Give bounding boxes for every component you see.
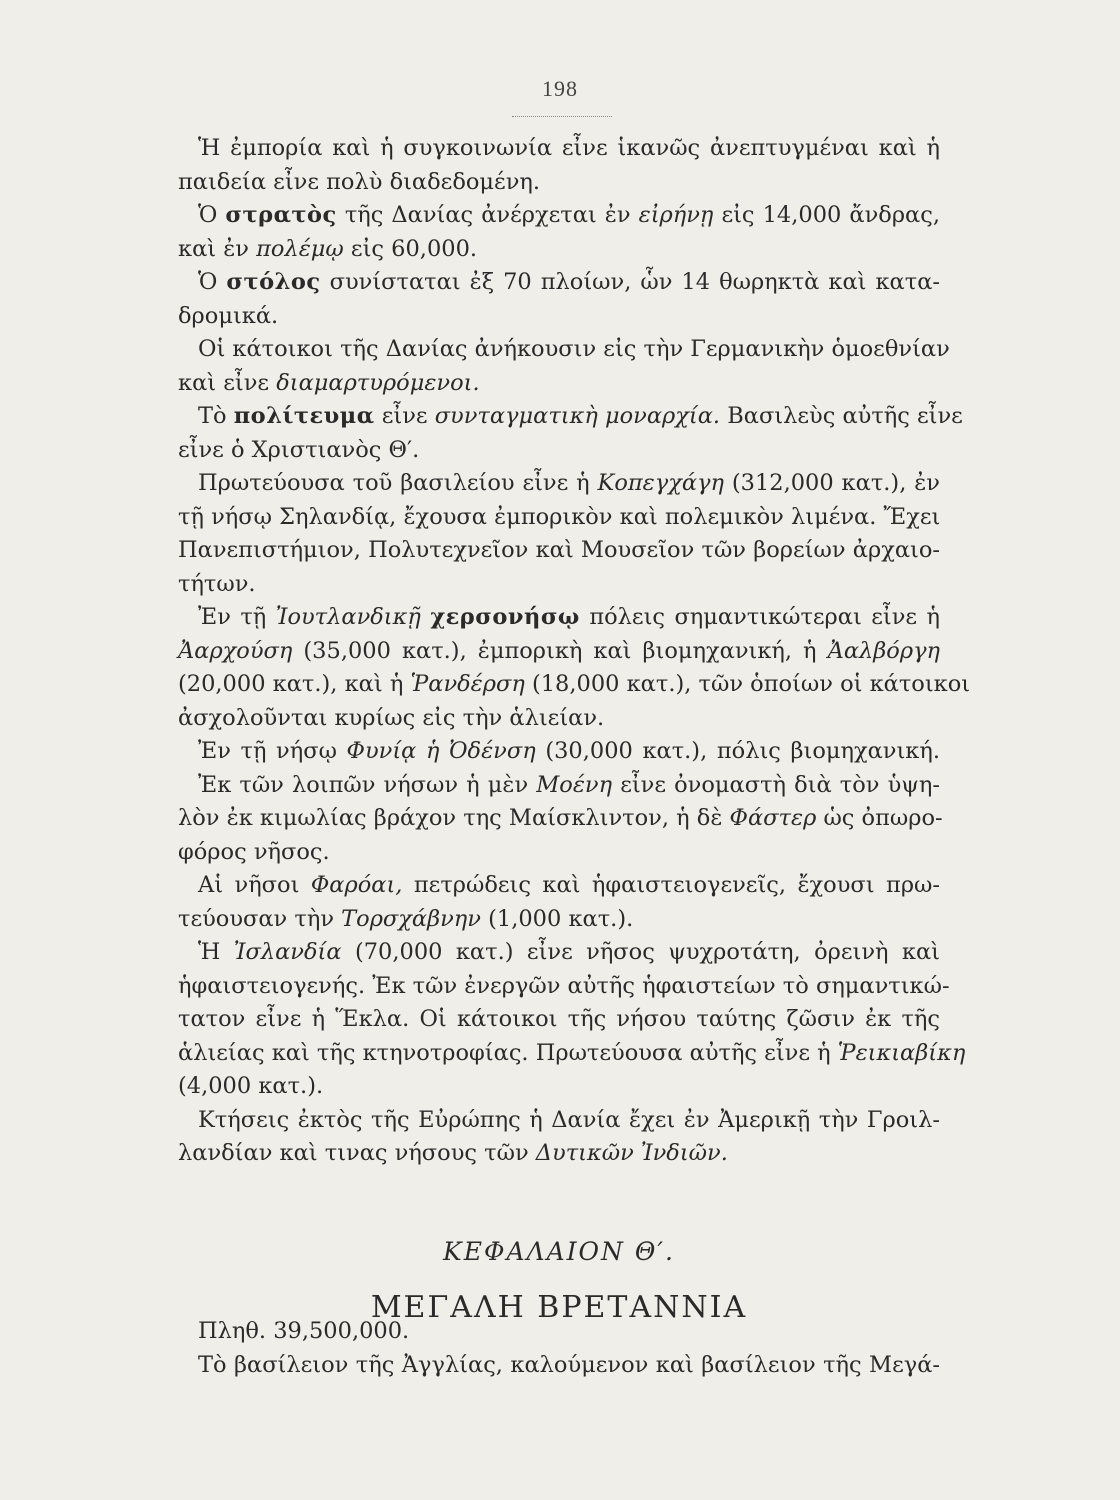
text-segment: (312,000 κατ.), ἐν [723,470,940,496]
text-segment: Αἱ νῆσοι [198,872,311,898]
text-line [178,1003,940,1037]
text-line [178,568,940,602]
text-line [178,467,940,501]
italic-term: Ἰουτλανδικῇ [275,604,421,630]
text-line [178,936,940,970]
text-segment: Ἐν τῇ νήσῳ [198,738,347,764]
text-line [178,836,940,870]
italic-term: Φάστερ [729,805,817,831]
country-title: ΜΕΓΑΛΗ ΒΡΕΤΑΝΝΙΑ [370,1290,748,1325]
text-segment: Ὁ [198,269,227,295]
text-segment: πετρώδεις καὶ ἡφαιστειογενεῖς, ἔχουσι πρω- [402,872,940,898]
text-segment: τῆς Δανίας ἀνέρχεται ἐν [336,202,639,228]
text-segment: καὶ ἡ συγκοινωνία εἶνε ἱκανῶς ἀνεπτυγμέναι καὶ ἡ [332,135,940,161]
header-rule [512,116,612,117]
text-line [178,970,950,1004]
text-line [178,199,940,233]
italic-term: Ἀαλβόργη [827,637,940,664]
text-line [178,367,940,401]
text-line [178,1104,940,1138]
text-segment: λὸν ἐκ κιμωλίας βράχον της Μαίσκλιντον, ἡ δὲ [178,805,730,831]
text-segment: εἶνε ὀνομαστὴ διὰ τὸν ὑψη- [612,771,940,798]
text-line [178,266,940,300]
italic-term: Ἰσλανδία [233,939,342,965]
text-segment: δρομικά. [178,302,279,329]
bold-term: χερσονήσῳ [430,604,580,630]
text-segment: πόλεις σημαντικώτεραι εἶνε ἡ [579,604,941,630]
text-segment: εἶνε [374,403,435,429]
text-segment: τήτων. [178,570,256,597]
italic-term: Ῥεικιαβίκη [837,1039,966,1066]
italic-term: πολέμῳ [256,235,344,262]
text-segment: Πανεπιστήμιον, Πολυτεχνεῖον καὶ Μουσεῖον τῶν βορείων ἀρχαιο- [178,537,940,563]
bold-term: στρατὸς [225,202,337,228]
text-line [178,1037,966,1071]
text-line [178,434,940,468]
text-segment: εἰς 14,000 ἄνδρας, [713,202,940,228]
text-segment: καὶ ἐν [178,235,257,262]
text-line [178,702,940,736]
text-line [178,501,940,535]
text-segment: (35,000 κατ.), ἐμπορικὴ καὶ βιομηχανική, ἡ [292,637,828,664]
text-segment: Τὸ [198,403,234,429]
text-segment: Ἐκ τῶν λοιπῶν νήσων ἡ μὲν [198,771,537,798]
text-line [178,534,940,568]
italic-term: Τορσχάβνην [341,905,481,932]
text-line [178,601,940,635]
text-segment: Τὸ βασίλειον τῆς Ἀγγλίας, καλούμενον καὶ βασίλειον τῆς Μεγά- [198,1351,940,1378]
italic-term: Ῥανδέρση [410,671,525,697]
text-line [178,400,963,434]
text-line [178,1070,940,1104]
text-line [178,132,940,166]
text-segment: ἀσχολοῦνται κυρίως εἰς τὴν ἁλιείαν. [178,704,605,731]
bold-term: στόλος [226,269,321,295]
text-line [178,166,940,200]
text-segment: Πρωτεύουσα τοῦ βασιλείου εἶνε ἡ [198,470,598,496]
text-segment: παιδεία εἶνε πολὺ διαδεδομένη. [178,168,541,195]
italic-term: εἰρήνῃ [638,202,714,228]
text-segment: καὶ εἶνε [178,369,277,396]
text-segment: Πληθ. 39,500,000. [198,1318,410,1344]
text-segment: Οἱ κάτοικοι τῆς Δανίας ἀνήκουσιν εἰς τὴν Γερμανικὴν ὁμοεθνίαν [198,336,950,362]
text-line [178,903,940,937]
text-segment: ἁλιείας καὶ τῆς κτηνοτροφίας. Πρωτεύουσα αὐτῆς εἶνε ἡ [178,1039,838,1066]
italic-term: Μοένη [536,771,613,798]
text-segment: Βασιλεὺς αὐτῆς εἶνε [720,403,963,429]
text-segment: Ἡ [198,939,234,965]
text-segment: (18,000 κατ.), τῶν ὁποίων οἱ κάτοικοι [524,671,971,697]
text-segment: Ἡ ἐμπορία [198,135,333,161]
text-line [178,1137,940,1171]
text-segment: συνίσταται ἐξ 70 πλοίων, ὧν 14 θωρηκτὰ καὶ κατα- [320,269,940,295]
text-line [178,233,940,267]
text-line [178,735,940,769]
tail-text [178,1315,940,1382]
text-line [178,668,971,702]
text-line [178,769,940,803]
text-segment: Ὁ [198,202,226,228]
text-segment: ὡς ὀπωρο- [816,805,943,831]
page-number: 198 [542,76,578,101]
text-segment: φόρος νῆσος. [178,838,330,865]
text-segment: (70,000 κατ.) εἶνε νῆσος ψυχροτάτη, ὀρεινὴ καὶ [341,939,940,965]
text-line [178,300,940,334]
italic-term: Ἀαρχούση [178,637,293,664]
text-line [178,635,940,669]
text-segment: λανδίαν καὶ τινας νήσους τῶν [178,1140,536,1166]
text-segment: εἰς 60,000. [343,235,478,262]
italic-term: Φυνίᾳ ἡ Ὀδένση [346,738,536,764]
italic-term: Δυτικῶν Ἰνδιῶν. [535,1140,728,1166]
text-segment: τῇ νήσῳ Σηλανδίᾳ, ἔχουσα ἐμπορικὸν καὶ πολεμικὸν λιμένα. Ἔχει [178,503,941,530]
text-segment: (30,000 κατ.), πόλις βιομηχανική. [535,738,941,764]
italic-term: Κοπεγχάγη [597,470,724,496]
text-segment: εἶνε ὁ Χριστιανὸς Θ′. [178,436,420,463]
text-segment: τεύουσαν τὴν [178,905,342,932]
chapter-label: ΚΕΦΑΛΑΙΟΝ Θ′. [443,1237,675,1266]
text-line [178,1315,940,1349]
text-segment: (4,000 κατ.). [178,1073,324,1099]
text-line [178,1349,940,1383]
text-line [178,802,943,836]
text-segment: Ἐν τῇ [198,604,276,630]
body-text [178,132,971,1171]
italic-term: Φαρόαι, [310,872,403,898]
text-segment: (1,000 κατ.). [480,905,634,932]
italic-term: διαμαρτυρόμενοι. [276,369,480,396]
italic-term: συνταγματικὴ μοναρχία. [434,403,721,429]
text-segment [421,604,430,630]
bold-term: πολίτευμα [233,403,375,429]
text-segment: τατον εἶνε ἡ Ἕκλα. Οἱ κάτοικοι τῆς νήσου ταύτης ζῶσιν ἐκ τῆς [178,1006,940,1032]
text-segment: ἡφαιστειογενής. Ἐκ τῶν ἐνεργῶν αὐτῆς ἡφαιστείων τὸ σημαντικώ- [178,972,950,999]
text-segment: Κτήσεις ἐκτὸς τῆς Εὐρώπης ἡ Δανία ἔχει ἐν Ἀμερικῇ τὴν Γροιλ- [198,1106,940,1133]
text-segment: (20,000 κατ.), καὶ ἡ [178,671,411,697]
text-line [178,333,950,367]
text-line [178,869,940,903]
